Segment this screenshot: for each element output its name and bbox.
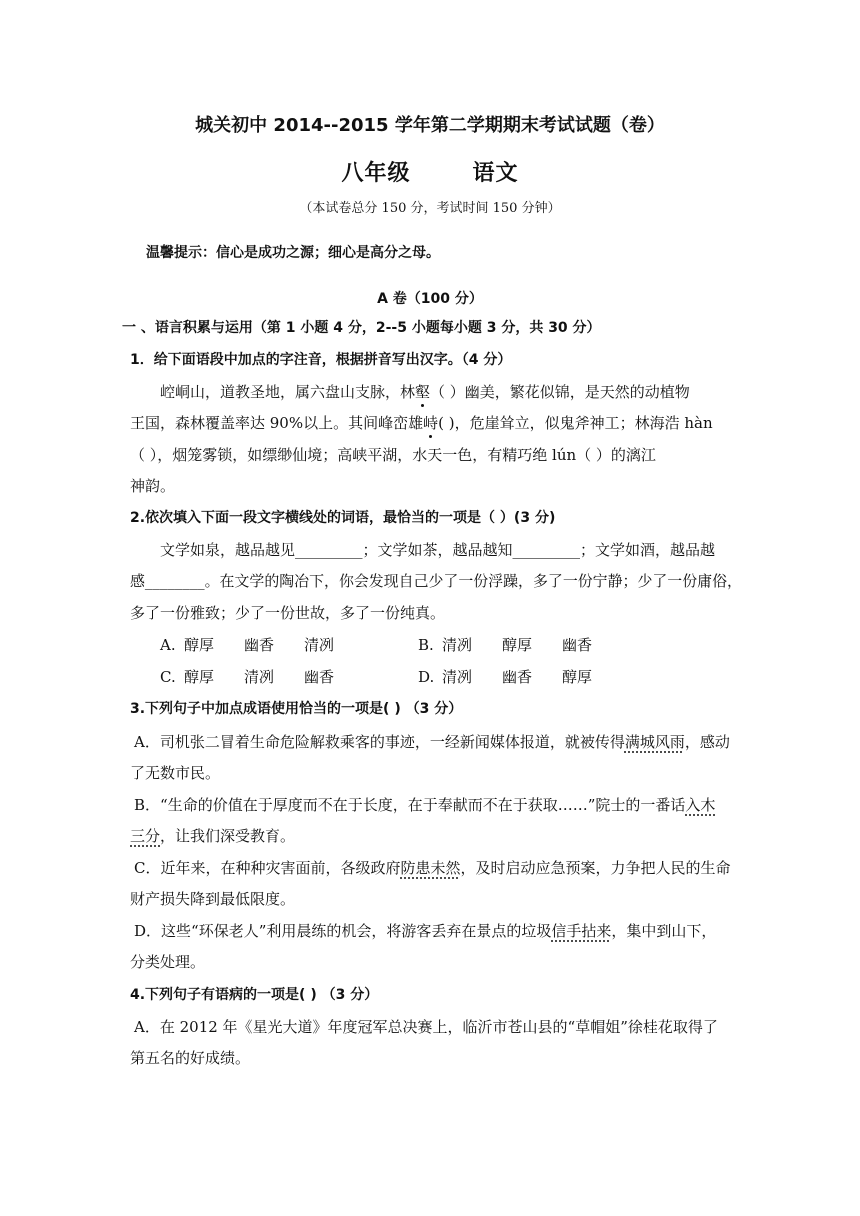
option-word: 幽香 <box>244 636 275 654</box>
grade-label: 八年级 <box>341 161 411 186</box>
section-heading: A 卷（100 分） <box>377 291 483 307</box>
q4-option-a-line2: 第五名的好成绩。 <box>130 1049 251 1067</box>
q3-option-b-line1 <box>134 795 715 815</box>
q3-text: ，及时启动应急预案，力争把人民的生命 <box>460 859 731 877</box>
q3-text: C．近年来，在种种灾害面前，各级政府 <box>134 859 401 877</box>
option-word: 幽香 <box>502 668 533 686</box>
exam-note: （本试卷总分 150 分，考试时间 150 分钟） <box>299 201 561 216</box>
dotted-idiom: 入木 <box>685 796 716 814</box>
q3-option-a-line1 <box>134 732 730 752</box>
q2-line1: 文学如泉，越品越见_________；文学如茶，越品越知_________；文学如酒，越品越 <box>160 541 716 559</box>
dotted-idiom: 满城风雨 <box>624 733 685 751</box>
dotted-idiom: 信手拈来 <box>551 922 612 940</box>
option-word: 清冽 <box>244 668 275 686</box>
q3-text: B．“生命的价值在于厚度而不在于长度，在于奉献而不在于获取……”院士的一番话 <box>134 796 686 814</box>
dotted-idiom: 防患未然 <box>400 859 461 877</box>
option-word: 幽香 <box>304 668 335 686</box>
exam-subtitle <box>0 160 860 188</box>
option-word: 清冽 <box>442 668 473 686</box>
q3-option-d-line1 <box>134 921 716 941</box>
q3-option-c-line1 <box>134 858 731 878</box>
q3-stem: 3.下列句子中加点成语使用恰当的一项是( ) （3 分） <box>130 701 463 717</box>
option-word: 幽香 <box>562 636 593 654</box>
q1-line3: （ ），烟笼雾锁，如缥缈仙境；高峡平湖，水天一色，有精巧绝 lún（ ）的漓江 <box>130 446 656 464</box>
q4-option-a-line1: A．在 2012 年《星光大道》年度冠军总决赛上，临沂市苍山县的“草帽姐”徐桂花取得了 <box>134 1018 718 1036</box>
dotted-char: 峙 <box>423 414 439 432</box>
q1-stem: 1．给下面语段中加点的字注音，根据拼音写出汉字。（4 分） <box>130 352 512 368</box>
option-word: 醇厚 <box>562 668 593 686</box>
warm-tip: 温馨提示：信心是成功之源；细心是高分之母。 <box>146 245 440 261</box>
option-word: 清冽 <box>442 636 473 654</box>
q3-option-b-line2 <box>130 826 295 846</box>
option-word: 醇厚 <box>502 636 533 654</box>
option-word: 醇厚 <box>184 668 215 686</box>
q2-line3: 多了一份雅致；少了一份世故，多了一份纯真。 <box>130 604 446 622</box>
option-label: D. <box>418 668 435 686</box>
q3-text: A．司机张二冒着生命危险解救乘客的事迹，一经新闻媒体报道，就被传得 <box>134 733 625 751</box>
part1-heading: 一 、语言积累与运用（第 1 小题 4 分，2--5 小题每小题 3 分，共 30 分） <box>122 320 601 336</box>
q1-text: 王国，森林覆盖率达 90%以上。其间峰峦雄 <box>130 414 424 432</box>
option-word: 醇厚 <box>184 636 215 654</box>
exam-title: 城关初中 2014--2015 学年第二学期期末考试试题（卷） <box>195 115 665 136</box>
q1-text: 崆峒山，道教圣地，属六盘山支脉，林 <box>160 383 416 401</box>
subject-label: 语文 <box>472 161 519 186</box>
q1-line1 <box>160 382 690 402</box>
q3-text: ，集中到山下， <box>611 922 717 940</box>
q1-text: （ ）幽美，繁花似锦，是天然的动植物 <box>430 383 690 401</box>
q2-stem: 2.依次填入下面一段文字横线处的词语，最恰当的一项是（ ）(3 分) <box>130 510 556 526</box>
q3-option-a-line2: 了无数市民。 <box>130 764 221 782</box>
q2-line2: 感________。在文学的陶冶下，你会发现自己少了一份浮躁，多了一份宁静；少了一份庸俗， <box>130 572 742 590</box>
q3-text: D．这些“环保老人”利用晨练的机会，将游客丢弃在景点的垃圾 <box>134 922 552 940</box>
option-label: B. <box>418 636 434 654</box>
q3-text: ，让我们深受教育。 <box>160 827 296 845</box>
option-word: 清冽 <box>304 636 335 654</box>
q1-text: ( )，危崖耸立，似鬼斧神工；林海浩 hàn <box>438 414 713 432</box>
option-label: A. <box>160 636 176 654</box>
q1-line4: 神韵。 <box>130 477 176 495</box>
dotted-char: 壑 <box>415 383 431 401</box>
dotted-idiom: 三分 <box>130 827 161 845</box>
q3-option-d-line2: 分类处理。 <box>130 953 206 971</box>
q3-text: ，感动 <box>684 733 730 751</box>
q3-option-c-line2: 财产损失降到最低限度。 <box>130 890 296 908</box>
q4-stem: 4.下列句子有语病的一项是( ) （3 分） <box>130 987 379 1003</box>
q1-line2 <box>130 413 713 433</box>
option-label: C. <box>160 668 176 686</box>
